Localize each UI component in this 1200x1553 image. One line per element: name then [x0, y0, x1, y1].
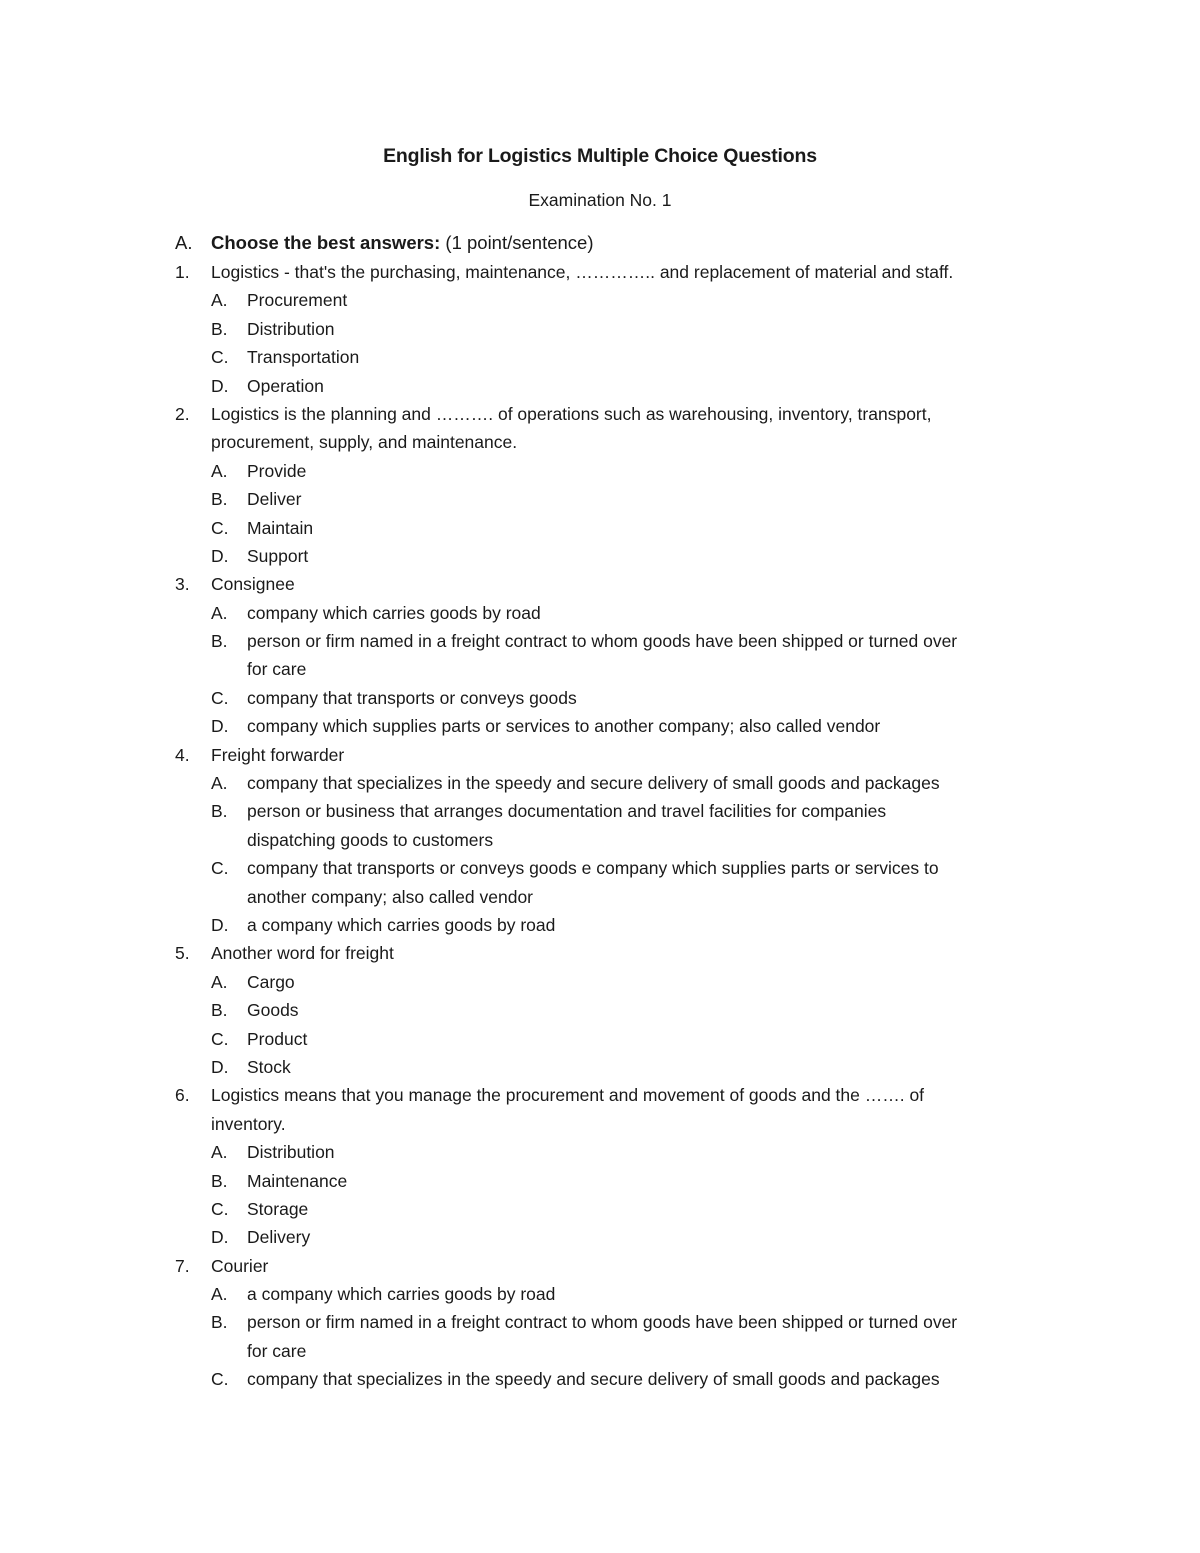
option-letter: D.: [211, 375, 229, 396]
option-letter: D.: [211, 914, 229, 935]
option-text: company which carries goods by road: [247, 602, 541, 623]
option-line: [0, 1053, 1200, 1081]
option-letter: A.: [211, 602, 228, 623]
question-line-continued: [0, 428, 1200, 456]
option-letter: C.: [211, 1198, 229, 1219]
option-text: Delivery: [247, 1227, 311, 1248]
option-text: Goods: [247, 1000, 299, 1021]
option-line: [0, 854, 1200, 882]
question-number: 3.: [175, 574, 190, 595]
option-line: [0, 1308, 1200, 1336]
section-marker: A.: [175, 232, 193, 253]
option-line: [0, 1365, 1200, 1393]
option-line: [0, 457, 1200, 485]
option-letter: B.: [211, 1000, 228, 1021]
option-letter: B.: [211, 801, 228, 822]
question-line: [0, 258, 1200, 286]
option-line: [0, 315, 1200, 343]
option-line: [0, 996, 1200, 1024]
question-number: 7.: [175, 1255, 190, 1276]
option-text: company that specializes in the speedy and secure delivery of small goods and packages: [247, 1369, 940, 1390]
option-text: Provide: [247, 460, 307, 481]
option-letter: B.: [211, 1170, 228, 1191]
option-line: [0, 769, 1200, 797]
option-text: person or firm named in a freight contract to whom goods have been shipped or turned over: [247, 1312, 958, 1333]
question-line: [0, 741, 1200, 769]
question-line: [0, 1252, 1200, 1280]
option-letter: C.: [211, 858, 229, 879]
option-line: [0, 514, 1200, 542]
option-text: Storage: [247, 1198, 309, 1219]
section-heading-note: (1 point/sentence): [440, 232, 594, 253]
question-number: 1.: [175, 262, 190, 282]
question-text: Consignee: [211, 574, 295, 595]
option-line: [0, 286, 1200, 314]
option-letter: D.: [211, 716, 229, 737]
question-line: [0, 570, 1200, 598]
option-text: person or firm named in a freight contract to whom goods have been shipped or turned over: [247, 631, 958, 652]
option-line-continued: [0, 826, 1200, 854]
option-line: [0, 485, 1200, 513]
option-text: Transportation: [247, 347, 360, 368]
option-text: Operation: [247, 375, 324, 396]
section-heading: [0, 228, 1200, 258]
option-line: [0, 1167, 1200, 1195]
option-text: a company which carries goods by road: [247, 1284, 556, 1305]
question-line-continued: [0, 1110, 1200, 1138]
option-line: [0, 712, 1200, 740]
option-text: Stock: [247, 1056, 291, 1077]
question-text: Another word for freight: [211, 943, 394, 964]
option-text: person or business that arranges documentation and travel facilities for companies: [247, 801, 887, 822]
question-line: [0, 400, 1200, 428]
option-letter: B.: [211, 631, 228, 652]
option-line: [0, 911, 1200, 939]
option-line: [0, 599, 1200, 627]
option-letter: D.: [211, 1056, 229, 1077]
option-letter: C.: [211, 1028, 229, 1049]
question-text: Courier: [211, 1255, 269, 1276]
option-text: Product: [247, 1028, 308, 1049]
option-text: Support: [247, 545, 309, 566]
option-letter: A.: [211, 290, 228, 311]
question-number: 6.: [175, 1085, 190, 1106]
option-letter: B.: [211, 1312, 228, 1333]
option-text: dispatching goods to customers: [247, 829, 494, 850]
option-text: company that transports or conveys goods e company which supplies parts or services to: [247, 858, 939, 879]
question-text: Freight forwarder: [211, 744, 345, 765]
question-number: 2.: [175, 403, 190, 424]
option-text: for care: [247, 1340, 307, 1361]
option-line: [0, 372, 1200, 400]
option-letter: C.: [211, 347, 229, 368]
option-line: [0, 684, 1200, 712]
document-subtitle: Examination No. 1: [528, 190, 672, 210]
option-line: [0, 343, 1200, 371]
question-text: procurement, supply, and maintenance.: [211, 432, 518, 453]
option-text: another company; also called vendor: [247, 886, 534, 907]
option-line: [0, 968, 1200, 996]
option-letter: A.: [211, 773, 228, 794]
option-text: Cargo: [247, 971, 295, 992]
option-text: Procurement: [247, 290, 348, 311]
option-text: company that specializes in the speedy and secure delivery of small goods and packages: [247, 773, 940, 794]
option-text: Maintain: [247, 517, 314, 538]
document-title: English for Logistics Multiple Choice Questions: [383, 145, 817, 167]
section-heading-bold: Choose the best answers:: [211, 232, 441, 253]
option-text: company that transports or conveys goods: [247, 687, 577, 708]
option-letter: B.: [211, 489, 228, 510]
question-number: 4.: [175, 744, 190, 765]
option-text: company which supplies parts or services to another company; also called vendor: [247, 716, 881, 737]
question-text: Logistics - that's the purchasing, maintenance, ………….. and replacement of material and staff.: [211, 262, 954, 282]
option-letter: A.: [211, 460, 228, 481]
option-line: [0, 1195, 1200, 1223]
option-text: Distribution: [247, 1142, 335, 1163]
option-text: Maintenance: [247, 1170, 348, 1191]
option-line: [0, 1025, 1200, 1053]
option-line: [0, 797, 1200, 825]
option-letter: B.: [211, 318, 228, 339]
option-text: for care: [247, 659, 307, 680]
option-letter: D.: [211, 1227, 229, 1248]
option-line-continued: [0, 883, 1200, 911]
option-text: Deliver: [247, 489, 302, 510]
option-text: a company which carries goods by road: [247, 914, 556, 935]
option-letter: A.: [211, 1142, 228, 1163]
question-text: Logistics is the planning and ………. of operations such as warehousing, inventory, transport,: [211, 403, 932, 424]
question-number: 5.: [175, 943, 190, 964]
option-letter: C.: [211, 517, 229, 538]
question-line: [0, 1081, 1200, 1109]
option-line-continued: [0, 655, 1200, 683]
option-line: [0, 542, 1200, 570]
question-list: [0, 228, 1200, 1394]
option-letter: A.: [211, 971, 228, 992]
option-letter: A.: [211, 1284, 228, 1305]
option-letter: D.: [211, 545, 229, 566]
option-letter: C.: [211, 687, 229, 708]
option-line: [0, 1138, 1200, 1166]
section-heading-text: [211, 228, 594, 258]
option-line: [0, 1280, 1200, 1308]
option-line: [0, 627, 1200, 655]
question-text: Logistics means that you manage the procurement and movement of goods and the ……. of: [211, 1085, 925, 1106]
option-letter: C.: [211, 1369, 229, 1390]
question-text: inventory.: [211, 1113, 286, 1134]
option-line-continued: [0, 1337, 1200, 1365]
option-line: [0, 1223, 1200, 1251]
question-line: [0, 939, 1200, 967]
option-text: Distribution: [247, 318, 335, 339]
